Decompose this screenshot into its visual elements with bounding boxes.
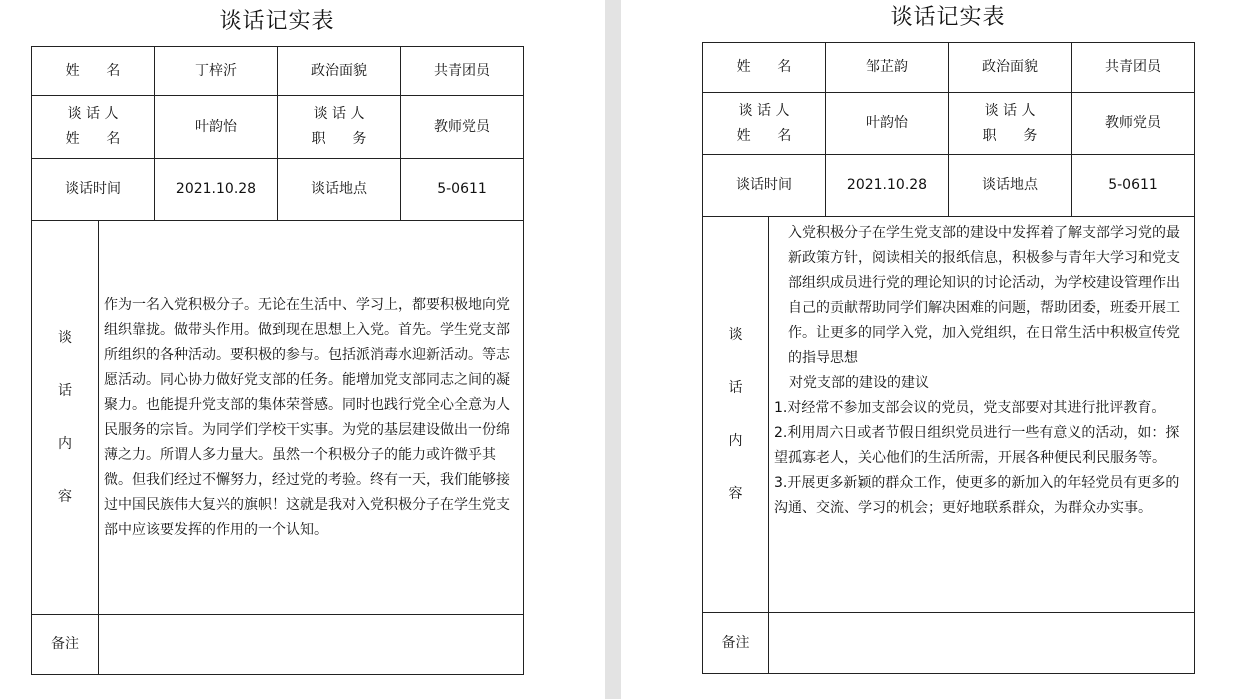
content-paragraph: 作为一名入党积极分子。无论在生活中、学习上，都要积极地向党组织靠拢。做带头作用。做到现在思想上入党。首先。学生党支部所组织的各种活动。要积极的参与。包括派消毒水迎新活动。等志愿活动。同心协力做好党支部的任务。能增加党支部同志之间的凝聚力。也能提升党支部的集体荣誉感。同时也践行党全心全意为人民服务的宗旨。为同学们学校干实事。为党的基层建设做出一份绵薄之力。所谓人多力量大。虽然一个积极分子的能力或许微乎其微。但我们经过不懈努力，经过党的考验。终有一天，我们能够接过中国民族伟大复兴的旗帜！这就是我对入党积极分子在学生党支部中应该要发挥的作用的一个认知。: [104, 296, 510, 538]
content-paragraph: 3.开展更多新颖的群众工作，使更多的新加入的年轻党员有更多的沟通、交流、学习的机会；更好地联系群众，为群众办实事。: [774, 475, 1180, 516]
talker-position-value: 教师党员: [401, 96, 524, 159]
content-paragraph: 2.利用周六日或者节假日组织党员进行一些有意义的活动，如：探望孤寡老人，关心他们的生活所需，开展各种便民利民服务等。: [774, 425, 1180, 466]
content-paragraph: 入党积极分子在学生党支部的建设中发挥着了解支部学习党的最新政策方针，阅读相关的报纸信息，积极参与青年大学习和党支部组织成员进行党的理论知识的讨论活动，为学校建设管理作出自己的贡献帮助同学们解决困难的问题，帮助团委，班委开展工作。让更多的同学入党，加入党组织，在日常生活中积极宣传党的指导思想: [788, 225, 1180, 366]
talker-name-label: 谈 话 人 姓 名: [703, 93, 826, 155]
talk-time-value: 2021.10.28: [155, 159, 278, 221]
content-paragraph: 对党支部的建设的建议: [789, 375, 929, 391]
remarks-value: [769, 613, 1195, 674]
content-paragraph: 1.对经常不参加支部会议的党员，党支部要对其进行批评教育。: [774, 400, 1166, 416]
talk-time-label: 谈话时间: [32, 159, 155, 221]
content-label: 谈 话 内 容: [32, 221, 99, 615]
page-right: [702, 0, 1194, 699]
talk-time-value: 2021.10.28: [826, 155, 949, 217]
political-status-label: 政治面貌: [278, 47, 401, 96]
political-status-label: 政治面貌: [949, 43, 1072, 93]
talk-place-label: 谈话地点: [278, 159, 401, 221]
remarks-label: 备注: [703, 613, 769, 674]
talk-place-label: 谈话地点: [949, 155, 1072, 217]
talker-position-label: 谈 话 人 职 务: [278, 96, 401, 159]
name-value: 邹芷韵: [826, 43, 949, 93]
talk-record-table: [702, 42, 1195, 674]
talker-name-value: 叶韵怡: [155, 96, 278, 159]
form-title: 谈话记实表: [890, 5, 1006, 30]
talker-position-label: 谈 话 人 职 务: [949, 93, 1072, 155]
political-status-value: 共青团员: [1072, 43, 1195, 93]
content-text: [769, 217, 1195, 613]
talk-record-table: [31, 46, 524, 675]
content-label: 谈 话 内 容: [703, 217, 769, 613]
remarks-value: [99, 615, 524, 675]
content-text: [99, 221, 524, 615]
talk-place-value: 5-0611: [1072, 155, 1195, 217]
talk-time-label: 谈话时间: [703, 155, 826, 217]
talker-name-value: 叶韵怡: [826, 93, 949, 155]
name-label: 姓 名: [703, 43, 826, 93]
talker-name-label: 谈 话 人 姓 名: [32, 96, 155, 159]
page-gutter: [605, 0, 621, 699]
form-title: 谈话记实表: [219, 9, 335, 34]
name-label: 姓 名: [32, 47, 155, 96]
remarks-label: 备注: [32, 615, 99, 675]
political-status-value: 共青团员: [401, 47, 524, 96]
page-left: [31, 0, 523, 699]
talk-place-value: 5-0611: [401, 159, 524, 221]
name-value: 丁梓沂: [155, 47, 278, 96]
talker-position-value: 教师党员: [1072, 93, 1195, 155]
